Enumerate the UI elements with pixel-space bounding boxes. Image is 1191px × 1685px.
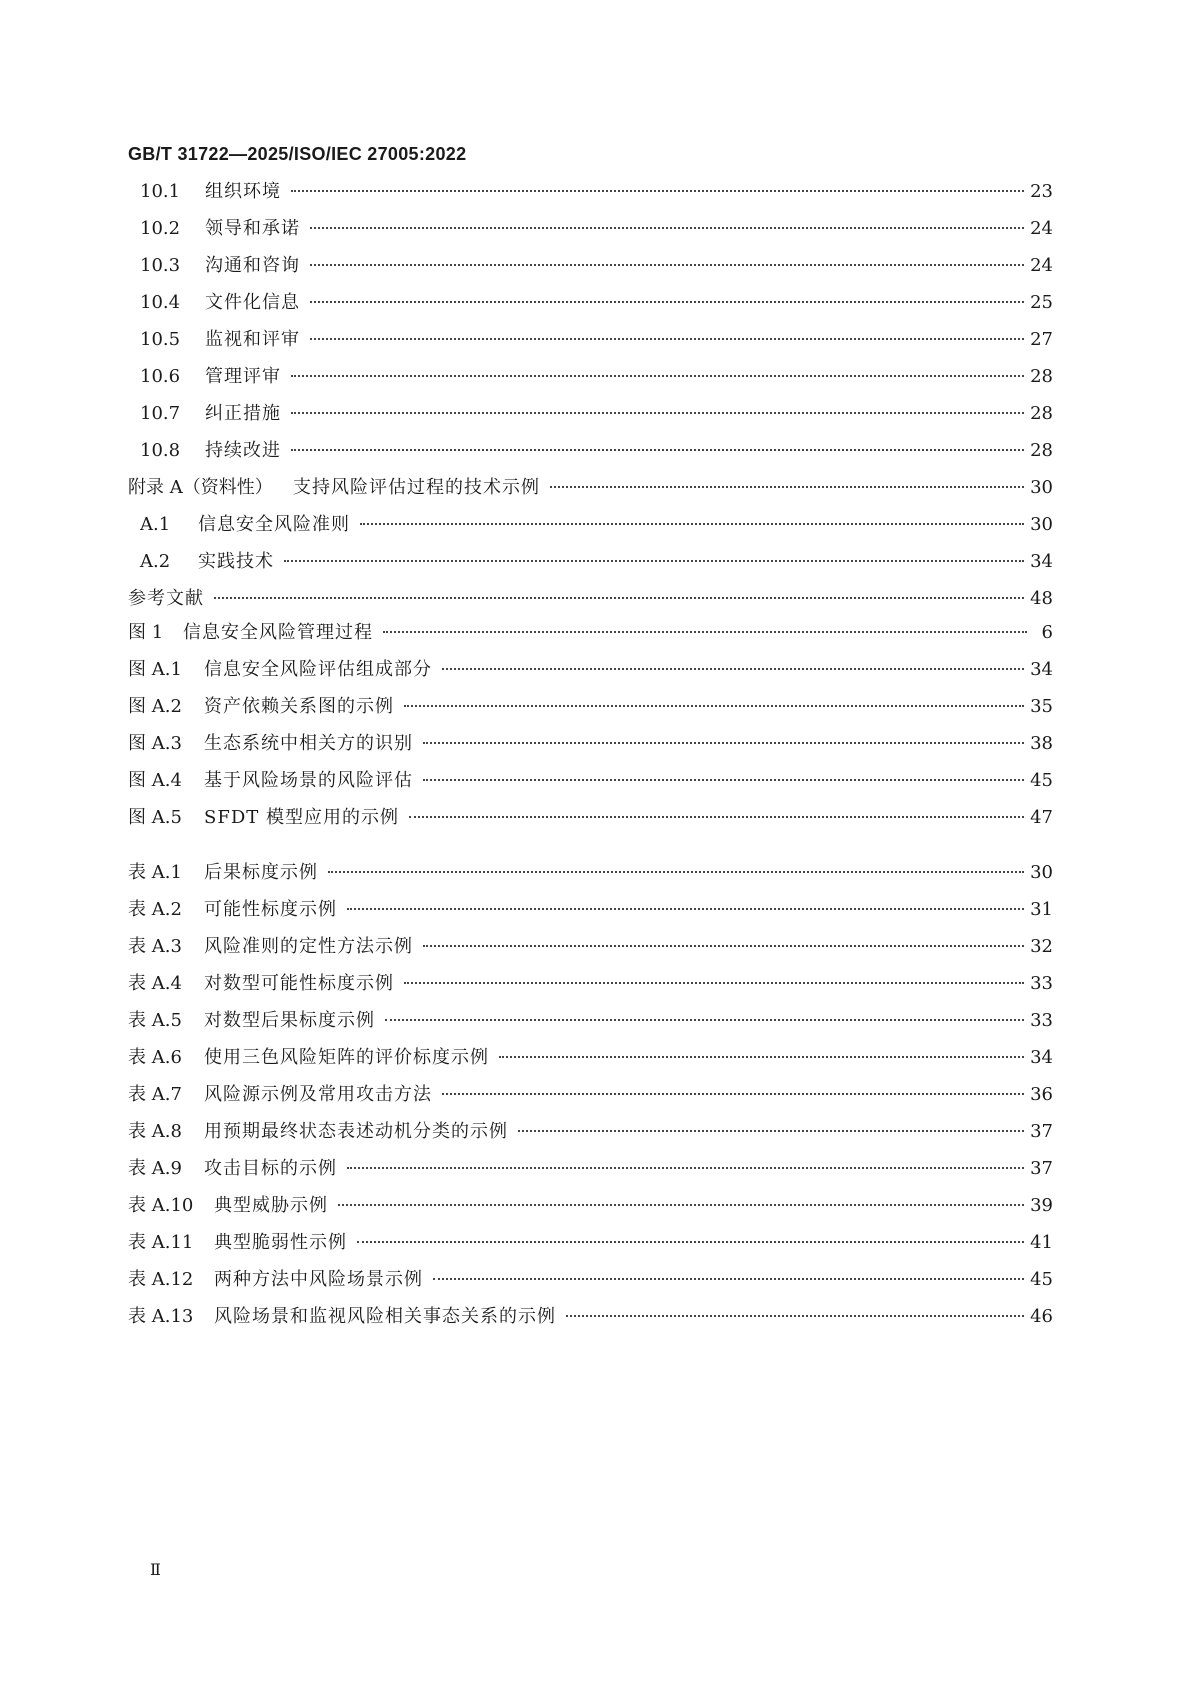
toc-entry[interactable] bbox=[128, 1157, 1053, 1194]
toc-entry-title: 风险准则的定性方法示例 bbox=[204, 936, 413, 957]
toc-dot-leader bbox=[291, 374, 1024, 377]
toc-entry[interactable] bbox=[128, 1120, 1053, 1157]
toc-entry-number: 表 A.13 bbox=[128, 1306, 194, 1327]
toc-entry-title: 攻击目标的示例 bbox=[204, 1158, 337, 1179]
toc-entry-number: A.1 bbox=[140, 514, 171, 535]
toc-dot-leader bbox=[550, 485, 1024, 488]
toc-entry-page: 39 bbox=[1030, 1195, 1053, 1216]
toc-entry-page: 33 bbox=[1030, 1010, 1053, 1031]
toc-entry[interactable] bbox=[128, 217, 1053, 254]
toc-entry-page: 30 bbox=[1030, 477, 1053, 498]
toc-entry-title: 可能性标度示例 bbox=[204, 899, 337, 920]
toc-entry-page: 47 bbox=[1030, 807, 1053, 828]
toc-entry-title: 信息安全风险管理过程 bbox=[183, 622, 373, 643]
toc-entry-title: 对数型可能性标度示例 bbox=[204, 973, 394, 994]
toc-entry-title: 信息安全风险评估组成部分 bbox=[204, 659, 432, 680]
toc-entry[interactable] bbox=[128, 365, 1053, 402]
toc-entry-title: 后果标度示例 bbox=[204, 862, 318, 883]
toc-entry-number: 表 A.5 bbox=[128, 1010, 182, 1031]
toc-entry-page: 24 bbox=[1030, 255, 1053, 276]
toc-dot-leader bbox=[291, 189, 1024, 192]
toc-entry[interactable] bbox=[128, 935, 1053, 972]
standard-header: GB/T 31722—2025/ISO/IEC 27005:2022 bbox=[128, 144, 467, 164]
toc-entry-title: 基于风险场景的风险评估 bbox=[204, 770, 413, 791]
toc-dot-leader bbox=[310, 300, 1024, 303]
toc-dot-leader bbox=[291, 411, 1024, 414]
toc-entry-page: 41 bbox=[1030, 1232, 1053, 1253]
toc-entry-title: 信息安全风险准则 bbox=[198, 514, 350, 535]
toc-dot-leader bbox=[357, 1240, 1024, 1243]
toc-dot-leader bbox=[310, 263, 1024, 266]
toc-entry[interactable] bbox=[128, 1083, 1053, 1120]
toc-entry-page: 28 bbox=[1030, 440, 1053, 461]
toc-entry-page: 34 bbox=[1030, 1047, 1053, 1068]
toc-entry-page: 30 bbox=[1030, 862, 1053, 883]
toc-entry-page: 38 bbox=[1030, 733, 1053, 754]
toc-entry[interactable] bbox=[128, 513, 1053, 550]
toc-dot-leader bbox=[423, 778, 1024, 781]
toc-entry-title: 持续改进 bbox=[205, 440, 281, 461]
toc-entry-page: 27 bbox=[1030, 329, 1053, 350]
toc-entry-title: 使用三色风险矩阵的评价标度示例 bbox=[204, 1047, 489, 1068]
toc-entry-title: 风险源示例及常用攻击方法 bbox=[204, 1084, 432, 1105]
toc-dot-leader bbox=[442, 1092, 1024, 1095]
toc-entry-number: 10.3 bbox=[140, 255, 181, 276]
toc-entry-title: 风险场景和监视风险相关事态关系的示例 bbox=[214, 1306, 556, 1327]
toc-entry[interactable] bbox=[128, 898, 1053, 935]
toc-entry-page: 23 bbox=[1030, 181, 1053, 202]
toc-dot-leader bbox=[433, 1277, 1024, 1280]
toc-entry-title: 典型脆弱性示例 bbox=[214, 1232, 347, 1253]
toc-entry-title: 支持风险评估过程的技术示例 bbox=[293, 477, 540, 498]
toc-dot-leader bbox=[360, 522, 1024, 525]
toc-entry-number: 10.2 bbox=[140, 218, 181, 239]
toc-entry[interactable] bbox=[128, 1194, 1053, 1231]
toc-dot-leader bbox=[284, 559, 1024, 562]
toc-dot-leader bbox=[442, 667, 1024, 670]
toc-entry-title: SFDT 模型应用的示例 bbox=[204, 807, 399, 828]
toc-dot-leader bbox=[423, 944, 1024, 947]
toc-tables-list bbox=[128, 861, 1053, 1342]
toc-entry-title: 管理评审 bbox=[205, 366, 281, 387]
toc-entry-page: 33 bbox=[1030, 973, 1053, 994]
toc-entry-title: 对数型后果标度示例 bbox=[204, 1010, 375, 1031]
toc-entry[interactable] bbox=[128, 769, 1053, 806]
toc-entry[interactable] bbox=[128, 695, 1053, 732]
toc-entry-number: 10.1 bbox=[140, 181, 181, 202]
toc-dot-leader bbox=[310, 337, 1024, 340]
toc-entry-title: 纠正措施 bbox=[205, 403, 281, 424]
toc-dot-leader bbox=[310, 226, 1024, 229]
toc-entry-page: 24 bbox=[1030, 218, 1053, 239]
toc-dot-leader bbox=[383, 630, 1027, 633]
toc-entry[interactable] bbox=[128, 328, 1053, 365]
toc-entry[interactable] bbox=[128, 587, 1053, 624]
toc-entry-title: 组织环境 bbox=[205, 181, 281, 202]
toc-dot-leader bbox=[404, 981, 1024, 984]
toc-entry-page: 31 bbox=[1030, 899, 1053, 920]
toc-entry-title: 资产依赖关系图的示例 bbox=[204, 696, 394, 717]
toc-entry-title: 监视和评审 bbox=[205, 329, 300, 350]
toc-entry[interactable] bbox=[128, 476, 1053, 513]
toc-contents-list bbox=[128, 180, 1053, 624]
toc-entry-number: 10.6 bbox=[140, 366, 181, 387]
toc-entry[interactable] bbox=[128, 1305, 1053, 1342]
toc-entry-number: 表 A.10 bbox=[128, 1195, 194, 1216]
toc-entry-title: 文件化信息 bbox=[205, 292, 300, 313]
toc-entry[interactable] bbox=[128, 439, 1053, 476]
toc-dot-leader bbox=[499, 1055, 1024, 1058]
toc-figures-list bbox=[128, 621, 1053, 843]
toc-dot-leader bbox=[566, 1314, 1024, 1317]
toc-entry-page: 46 bbox=[1030, 1306, 1053, 1327]
toc-dot-leader bbox=[409, 815, 1024, 818]
toc-entry-number: 表 A.8 bbox=[128, 1121, 182, 1142]
toc-entry-title: 用预期最终状态表述动机分类的示例 bbox=[204, 1121, 508, 1142]
toc-entry[interactable] bbox=[128, 732, 1053, 769]
toc-dot-leader bbox=[518, 1129, 1024, 1132]
toc-dot-leader bbox=[385, 1018, 1024, 1021]
toc-entry-page: 34 bbox=[1030, 551, 1053, 572]
page-number: Ⅱ bbox=[150, 1560, 161, 1579]
toc-dot-leader bbox=[423, 741, 1024, 744]
toc-entry[interactable] bbox=[128, 972, 1053, 1009]
toc-entry[interactable] bbox=[128, 806, 1053, 843]
toc-entry-page: 25 bbox=[1030, 292, 1053, 313]
toc-entry[interactable] bbox=[128, 550, 1053, 587]
toc-entry-title: 典型威胁示例 bbox=[214, 1195, 328, 1216]
toc-entry[interactable] bbox=[128, 658, 1053, 695]
toc-entry-page: 37 bbox=[1030, 1158, 1053, 1179]
toc-entry-page: 28 bbox=[1030, 366, 1053, 387]
toc-entry-title: 实践技术 bbox=[198, 551, 274, 572]
toc-entry[interactable] bbox=[128, 1046, 1053, 1083]
toc-entry-number: A.2 bbox=[140, 551, 171, 572]
toc-entry-number: 10.7 bbox=[140, 403, 181, 424]
toc-entry-number: 表 A.4 bbox=[128, 973, 182, 994]
toc-dot-leader bbox=[404, 704, 1024, 707]
toc-entry[interactable] bbox=[128, 180, 1053, 217]
toc-entry-number: 图 A.4 bbox=[128, 770, 182, 791]
toc-entry-number: 10.8 bbox=[140, 440, 181, 461]
toc-dot-leader bbox=[347, 1166, 1024, 1169]
toc-entry-title: 沟通和咨询 bbox=[205, 255, 300, 276]
toc-dot-leader bbox=[328, 870, 1024, 873]
toc-dot-leader bbox=[214, 596, 1024, 599]
toc-entry-page: 48 bbox=[1030, 588, 1053, 609]
toc-entry[interactable] bbox=[128, 1231, 1053, 1268]
toc-entry-title: 领导和承诺 bbox=[205, 218, 300, 239]
toc-entry-page: 6 bbox=[1041, 622, 1053, 643]
toc-entry-number: 表 A.6 bbox=[128, 1047, 182, 1068]
toc-entry-number: 图 A.2 bbox=[128, 696, 182, 717]
toc-dot-leader bbox=[338, 1203, 1024, 1206]
toc-entry-number: 表 A.7 bbox=[128, 1084, 182, 1105]
toc-dot-leader bbox=[291, 448, 1024, 451]
toc-entry[interactable] bbox=[128, 1268, 1053, 1305]
toc-entry-page: 35 bbox=[1030, 696, 1053, 717]
toc-entry-number: 表 A.1 bbox=[128, 862, 182, 883]
toc-entry-page: 34 bbox=[1030, 659, 1053, 680]
toc-entry-number: 图 A.1 bbox=[128, 659, 182, 680]
toc-entry[interactable] bbox=[128, 402, 1053, 439]
toc-entry-number: 表 A.9 bbox=[128, 1158, 182, 1179]
toc-entry-number: 10.4 bbox=[140, 292, 181, 313]
toc-entry[interactable] bbox=[128, 621, 1053, 658]
toc-entry[interactable] bbox=[128, 1009, 1053, 1046]
toc-entry[interactable] bbox=[128, 254, 1053, 291]
toc-entry-number: 表 A.3 bbox=[128, 936, 182, 957]
toc-entry-page: 32 bbox=[1030, 936, 1053, 957]
toc-entry-number: 图 1 bbox=[128, 622, 164, 643]
toc-entry-number: 图 A.3 bbox=[128, 733, 182, 754]
toc-entry-number: 10.5 bbox=[140, 329, 181, 350]
toc-entry-title: 生态系统中相关方的识别 bbox=[204, 733, 413, 754]
toc-entry-page: 37 bbox=[1030, 1121, 1053, 1142]
toc-entry-page: 28 bbox=[1030, 403, 1053, 424]
toc-dot-leader bbox=[347, 907, 1024, 910]
toc-entry-number: 附录 A（资料性） bbox=[128, 477, 273, 498]
toc-entry-page: 45 bbox=[1030, 1269, 1053, 1290]
toc-entry-title: 两种方法中风险场景示例 bbox=[214, 1269, 423, 1290]
toc-entry-page: 36 bbox=[1030, 1084, 1053, 1105]
toc-entry-number: 表 A.2 bbox=[128, 899, 182, 920]
toc-entry-number: 表 A.12 bbox=[128, 1269, 194, 1290]
toc-entry-page: 45 bbox=[1030, 770, 1053, 791]
toc-entry-title: 参考文献 bbox=[128, 588, 204, 609]
toc-entry-page: 30 bbox=[1030, 514, 1053, 535]
toc-entry[interactable] bbox=[128, 861, 1053, 898]
toc-entry-number: 表 A.11 bbox=[128, 1232, 194, 1253]
toc-entry[interactable] bbox=[128, 291, 1053, 328]
toc-entry-number: 图 A.5 bbox=[128, 807, 182, 828]
